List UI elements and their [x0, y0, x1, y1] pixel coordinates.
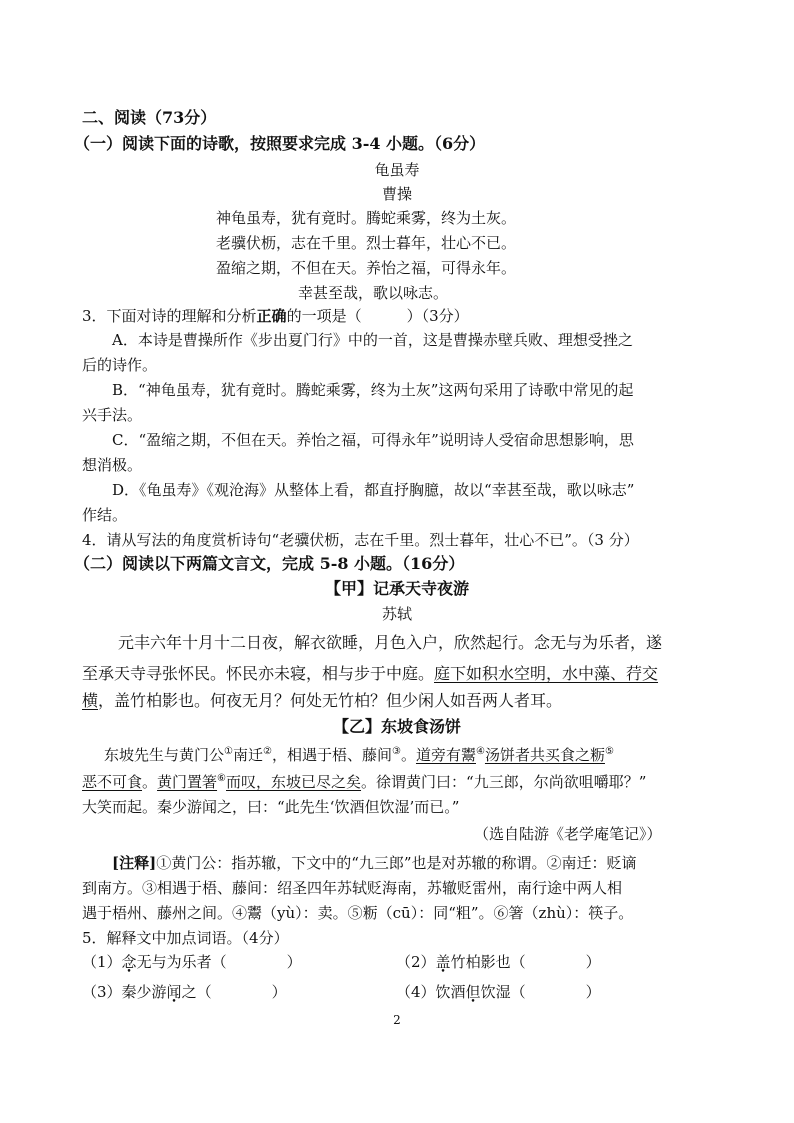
dotted-word: 盖 [435, 953, 451, 971]
text-a-author: 苏轼 [381, 605, 412, 623]
q5-item-text: 之（ ） [181, 983, 287, 1001]
text-b-plain: 。 [400, 746, 416, 764]
text-a-line: 元丰六年十月十二日夜，解衣欲睡，月色入户，欣然起行。念无与为乐者，遂 [118, 633, 663, 652]
dotted-word: 但 [465, 983, 481, 1001]
q5-item-3 [82, 982, 287, 1002]
note-marker: ② [263, 746, 272, 757]
text-b-title: 【乙】东坡食汤饼 [332, 717, 461, 736]
q5-item-4 [396, 982, 601, 1002]
q5-item-text: 竹柏影也（ ） [450, 953, 601, 971]
question-5-stem: 5．解释文中加点词语。（4分） [82, 929, 289, 947]
text-b-plain: 南迁 [232, 746, 263, 764]
q3-option-a-cont: 后的诗作。 [82, 356, 158, 374]
notes-line [112, 853, 637, 873]
poem-line: 盈缩之期，不但在天。养怡之福，可得永年。 [216, 259, 517, 277]
question-3-stem [82, 306, 469, 326]
q3-stem-b: 的一项是（ ）（3分） [286, 307, 469, 325]
text-b-plain: 。徐谓黄门曰：“九三郎，尔尚欲咀嚼耶？” [361, 773, 647, 791]
text-b-underlined: 恶不可食 [82, 773, 143, 791]
question-4: 4．请从写法的角度赏析诗句“老骥伏枥，志在千里。烈士暮年，壮心不已”。（3 分） [82, 531, 639, 549]
q5-item-1 [82, 952, 302, 972]
text-b-underlined: 黄门置箸 [157, 773, 218, 791]
q3-option-c: C．“盈缩之期，不但在天。养怡之福，可得永年”说明诗人受宿命思想影响，思 [112, 431, 634, 449]
q5-item-text: （4）饮酒 [396, 983, 466, 1001]
q5-item-text: （2） [396, 953, 436, 971]
section-heading: 二、阅读（73分） [82, 108, 217, 127]
notes-line: 到南方。③相遇于梧、藤间：绍圣四年苏轼贬海南，苏辙贬雷州，南行途中两人相 [82, 879, 623, 897]
q5-item-text: （1） [82, 953, 122, 971]
text-b-underlined: 道旁有鬻 [415, 746, 476, 764]
text-b-plain: 东坡先生与黄门公 [104, 746, 225, 764]
q3-stem-emphasis: 正确 [256, 307, 287, 325]
notes-label: [注释] [112, 854, 157, 872]
poem-line: 幸甚至哉，歌以咏志。 [298, 284, 449, 302]
q3-option-c-cont: 想消极。 [82, 456, 143, 474]
q3-option-d: D．《龟虽寿》《观沧海》从整体上看，都直抒胸臆，故以“幸甚至哉，歌以咏志” [112, 481, 635, 499]
dotted-word: 闻 [166, 983, 182, 1001]
note-marker: ① [224, 746, 233, 757]
page-number: 2 [393, 1013, 401, 1027]
text-a-underlined: 庭下如积水空明，水中藻、荇交 [434, 664, 659, 683]
note-marker: ④ [475, 746, 485, 757]
q3-option-b-cont: 兴手法。 [82, 406, 143, 424]
text-a-title: 【甲】记承天寺夜游 [324, 579, 469, 598]
text-a-line [82, 691, 562, 711]
q5-item-text: （3）秦少游 [82, 983, 167, 1001]
poem-author: 曹操 [381, 185, 412, 203]
part2-heading: （二）阅读以下两篇文言文，完成 5-8 小题。（16分） [74, 554, 465, 573]
note-marker: ⑤ [604, 746, 614, 757]
note-marker: ③ [391, 746, 401, 757]
text-b-underlined: 而叹，东坡已尽之矣 [226, 773, 362, 791]
poem-title: 龟虽寿 [374, 161, 420, 179]
text-b-underlined: 汤饼者共买食之粝 [484, 746, 605, 764]
text-a-plain: 至承天寺寻张怀民。怀民亦未寝，相与步于中庭。 [82, 664, 435, 683]
notes-line: 遇于梧州、藤州之间。④鬻（yù）：卖。⑤粝（cū）：同“粗”。⑥箸（zhù）：筷子。 [82, 904, 634, 922]
text-b-plain: 。 [142, 773, 158, 791]
text-a-plain: ，盖竹柏影也。何夜无月？何处无竹柏？但少闲人如吾两人者耳。 [98, 691, 563, 710]
q3-option-d-cont: 作结。 [82, 506, 128, 524]
part1-heading: （一）阅读下面的诗歌，按照要求完成 3-4 小题。（6分） [74, 134, 486, 153]
text-b-plain: ，相遇于梧、藤间 [271, 746, 392, 764]
text-b-source: （选自陆游《老学庵笔记》） [474, 825, 662, 843]
text-a-line [82, 664, 658, 684]
q5-item-text: 无与为乐者（ ） [136, 953, 302, 971]
poem-line: 神龟虽寿，犹有竟时。腾蛇乘雾，终为土灰。 [216, 209, 517, 227]
q5-item-text: 饮湿（ ） [480, 983, 601, 1001]
q3-option-b: B．“神龟虽寿，犹有竟时。腾蛇乘雾，终为土灰”这两句采用了诗歌中常见的起 [112, 381, 634, 399]
poem-line: 老骥伏枥，志在千里。烈士暮年，壮心不已。 [216, 234, 517, 252]
notes-text: ①黄门公：指苏辙，下文中的“九三郎”也是对苏辙的称谓。②南迁：贬谪 [156, 854, 637, 872]
text-b-line [104, 745, 614, 765]
text-a-underlined: 横 [82, 691, 99, 710]
dotted-word: 念 [121, 953, 137, 971]
q3-option-a: A．本诗是曹操所作《步出夏门行》中的一首，这是曹操赤壁兵败、理想受挫之 [112, 331, 633, 349]
q3-stem-a: 3．下面对诗的理解和分析 [82, 307, 257, 325]
note-marker: ⑥ [217, 773, 227, 784]
text-b-line [82, 772, 646, 792]
text-b-line: 大笑而起。秦少游闻之，曰：“此先生‘饮酒但饮湿’而已。” [82, 798, 460, 816]
q5-item-2 [396, 952, 601, 972]
